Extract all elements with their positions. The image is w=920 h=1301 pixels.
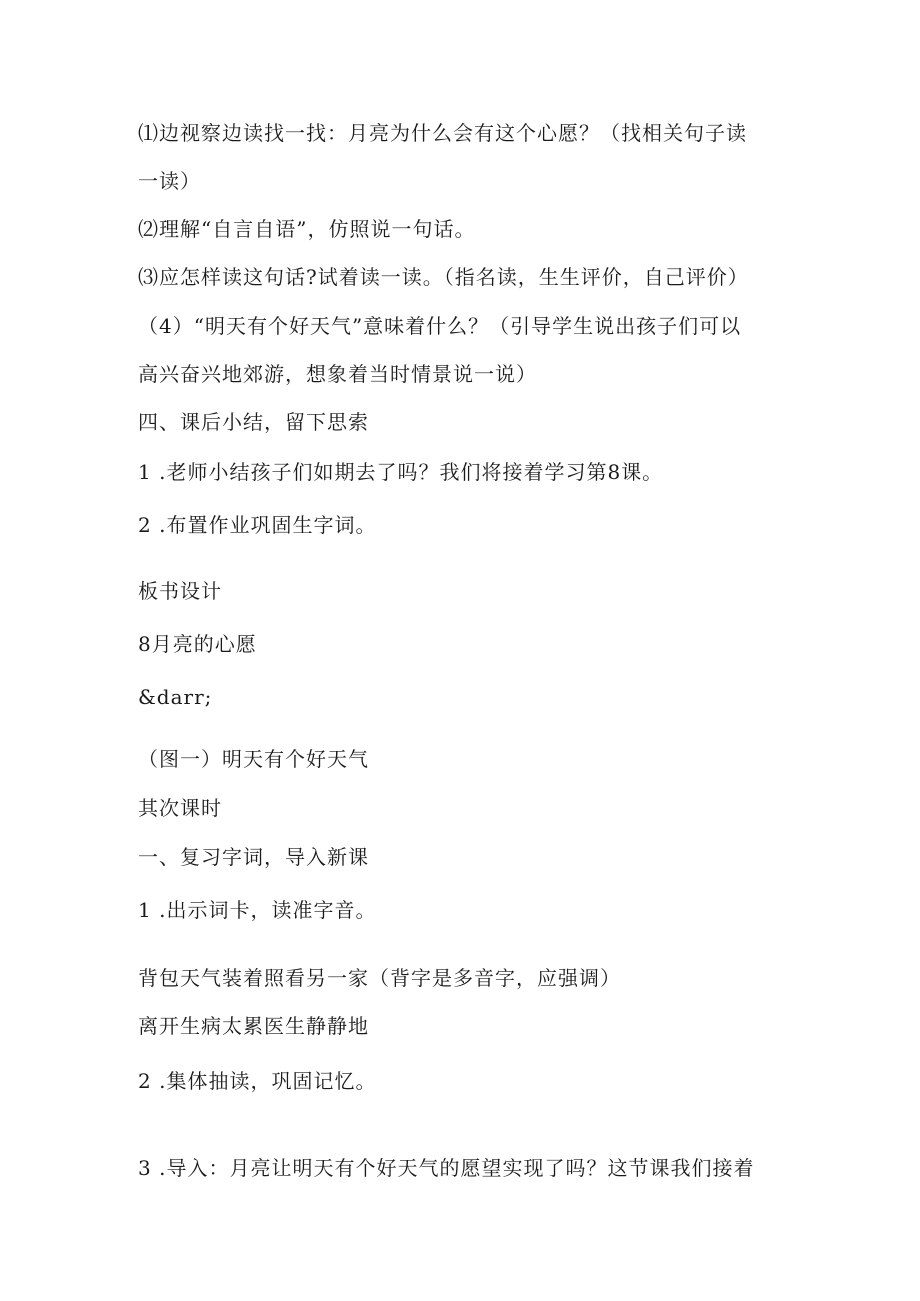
text-line-8: 1 .老师小结孩子们如期去了吗？我们将接着学习第8课。 <box>138 460 664 484</box>
board-arrow: &darr; <box>138 685 213 709</box>
section-heading-second-lesson: 其次课时 <box>138 796 222 820</box>
section-heading-review: 一、复习字词，导入新课 <box>138 845 369 869</box>
section-heading-board: 板书设计 <box>138 579 222 603</box>
text-line-4: ⑶应怎样读这句话?试着读一读。（指名读，生生评价，自己评价） <box>138 265 749 289</box>
text-line-2: 一读） <box>138 169 201 193</box>
text-line-16: 1 .出示词卡，读准字音。 <box>138 898 377 922</box>
word-list-1: 背包天气装着照看另一家（背字是多音字，应强调） <box>138 966 621 990</box>
text-line-1: ⑴边视察边读找一找：月亮为什么会有这个心愿？（找相关句子读 <box>138 121 747 145</box>
board-title: 8月亮的心愿 <box>138 632 257 656</box>
board-figure-caption: （图一）明天有个好天气 <box>138 747 369 771</box>
text-line-9: 2 .布置作业巩固生字词。 <box>138 513 377 537</box>
text-line-6: 高兴奋兴地郊游，想象着当时情景说一说） <box>138 362 537 386</box>
word-list-2: 离开生病太累医生静静地 <box>138 1014 369 1038</box>
text-line-3: ⑵理解“自言自语”，仿照说一句话。 <box>138 217 476 241</box>
text-line-5: （4）“明天有个好天气”意味着什么？（引导学生说出孩子们可以 <box>138 314 742 338</box>
text-line-19: 2 .集体抽读，巩固记忆。 <box>138 1069 377 1093</box>
text-line-20: 3 .导入：月亮让明天有个好天气的愿望实现了吗？这节课我们接着 <box>138 1156 755 1180</box>
section-heading-summary: 四、课后小结，留下思索 <box>138 410 369 434</box>
